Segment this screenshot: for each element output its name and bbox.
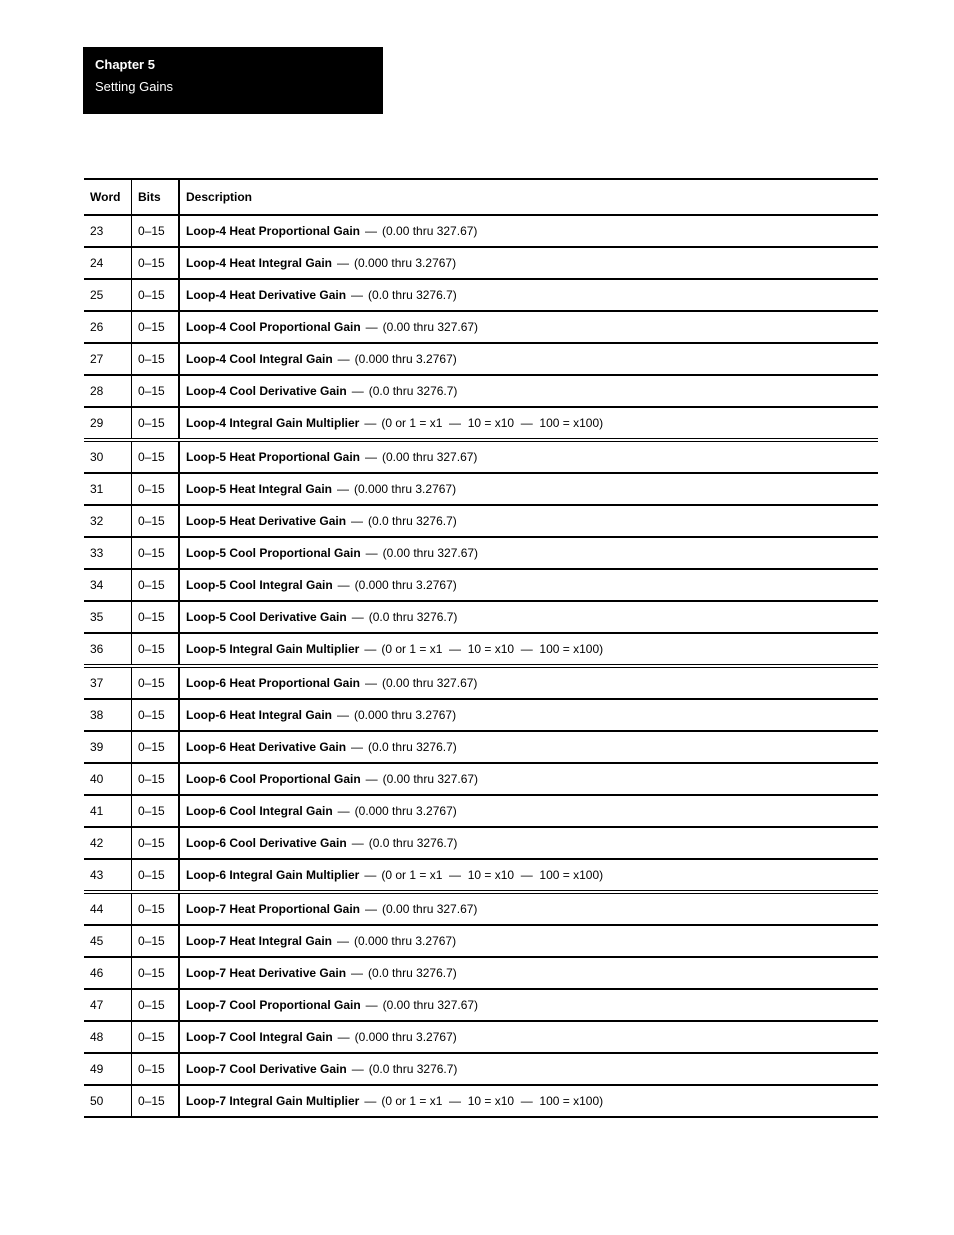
bits-cell: 0–15 — [132, 1085, 180, 1117]
parameter-name: Loop-6 Heat Derivative Gain — [186, 740, 347, 754]
bits-cell: 0–15 — [132, 731, 180, 763]
separator-dash: — — [351, 966, 364, 980]
separator-dash: — — [337, 1030, 350, 1044]
separator-dash: — — [364, 642, 377, 656]
table-row — [84, 343, 878, 375]
parameter-range: (0.00 thru 327.67) — [382, 772, 479, 786]
separator-dash: — — [351, 288, 364, 302]
table-header-row — [84, 179, 878, 215]
bits-cell: 0–15 — [132, 247, 180, 279]
parameter-name: Loop-5 Heat Integral Gain — [186, 482, 333, 496]
parameter-name: Loop-4 Heat Derivative Gain — [186, 288, 347, 302]
parameter-name: Loop-5 Integral Gain Multiplier — [186, 642, 360, 656]
parameter-range: (0.000 thru 3.2767) — [354, 1030, 457, 1044]
parameter-range: (0.00 thru 327.67) — [382, 320, 479, 334]
parameter-range: (0.000 thru 3.2767) — [354, 256, 457, 270]
bits-cell: 0–15 — [132, 1053, 180, 1085]
table-row — [84, 666, 878, 699]
parameter-name: Loop-7 Cool Integral Gain — [186, 1030, 333, 1044]
bits-cell: 0–15 — [132, 989, 180, 1021]
word-cell: 49 — [84, 1053, 132, 1085]
bits-cell: 0–15 — [132, 375, 180, 407]
description-cell — [179, 407, 878, 440]
parameter-range: (0.0 thru 3276.7) — [368, 610, 458, 624]
parameter-name: Loop-6 Integral Gain Multiplier — [186, 868, 360, 882]
word-cell: 45 — [84, 925, 132, 957]
separator-dash: — — [365, 450, 378, 464]
bits-cell: 0–15 — [132, 343, 180, 375]
parameter-range: (0.0 thru 3276.7) — [368, 966, 457, 980]
word-cell: 42 — [84, 827, 132, 859]
separator-dash: — — [351, 1062, 364, 1076]
description-cell — [179, 279, 878, 311]
description-cell — [179, 731, 878, 763]
description-cell — [179, 601, 878, 633]
parameter-range: (0.0 thru 3276.7) — [368, 514, 457, 528]
description-cell — [179, 505, 878, 537]
word-cell: 43 — [84, 859, 132, 892]
parameter-range: (0.000 thru 3.2767) — [354, 578, 457, 592]
separator-dash: — — [365, 546, 378, 560]
table-row — [84, 795, 878, 827]
table-row — [84, 763, 878, 795]
description-cell — [179, 859, 878, 892]
table-row — [84, 601, 878, 633]
parameter-range: (0.00 thru 327.67) — [382, 450, 478, 464]
table-row — [84, 1021, 878, 1053]
word-cell: 33 — [84, 537, 132, 569]
bits-cell: 0–15 — [132, 215, 180, 247]
bits-cell: 0–15 — [132, 892, 180, 925]
parameter-name: Loop-7 Heat Derivative Gain — [186, 966, 347, 980]
description-cell — [179, 1053, 878, 1085]
word-cell: 47 — [84, 989, 132, 1021]
table-row — [84, 537, 878, 569]
parameter-range: (0.00 thru 327.67) — [382, 902, 478, 916]
parameter-name: Loop-7 Cool Derivative Gain — [186, 1062, 347, 1076]
word-cell: 23 — [84, 215, 132, 247]
parameter-name: Loop-6 Cool Proportional Gain — [186, 772, 361, 786]
separator-dash: — — [364, 416, 377, 430]
bits-cell: 0–15 — [132, 666, 180, 699]
table-row — [84, 633, 878, 666]
parameter-range: (0.00 thru 327.67) — [382, 998, 479, 1012]
separator-dash: — — [364, 868, 377, 882]
parameter-range: (0.000 thru 3.2767) — [354, 804, 457, 818]
parameter-name: Loop-5 Cool Proportional Gain — [186, 546, 361, 560]
table-row — [84, 311, 878, 343]
separator-dash: — — [365, 902, 378, 916]
column-header-description: Description — [179, 179, 878, 215]
gains-table — [84, 178, 878, 1118]
separator-dash: — — [337, 256, 350, 270]
description-cell — [179, 473, 878, 505]
word-cell: 28 — [84, 375, 132, 407]
parameter-name: Loop-5 Heat Derivative Gain — [186, 514, 347, 528]
word-cell: 31 — [84, 473, 132, 505]
parameter-range: (0.0 thru 3276.7) — [368, 384, 458, 398]
separator-dash: — — [351, 384, 364, 398]
word-cell: 32 — [84, 505, 132, 537]
separator-dash: — — [365, 320, 378, 334]
parameter-name: Loop-5 Cool Derivative Gain — [186, 610, 347, 624]
separator-dash: — — [365, 224, 378, 238]
parameter-range: (0.0 thru 3276.7) — [368, 1062, 458, 1076]
bits-cell: 0–15 — [132, 957, 180, 989]
parameter-range: (0 or 1 = x1 — 10 = x10 — 100 = x100) — [381, 868, 604, 882]
description-cell — [179, 1085, 878, 1117]
bits-cell: 0–15 — [132, 795, 180, 827]
description-cell — [179, 989, 878, 1021]
word-cell: 41 — [84, 795, 132, 827]
description-cell — [179, 537, 878, 569]
separator-dash: — — [337, 352, 350, 366]
parameter-range: (0.00 thru 327.67) — [382, 224, 478, 238]
parameter-name: Loop-7 Integral Gain Multiplier — [186, 1094, 360, 1108]
parameter-name: Loop-7 Heat Integral Gain — [186, 934, 333, 948]
bits-cell: 0–15 — [132, 279, 180, 311]
table-row — [84, 892, 878, 925]
word-cell: 25 — [84, 279, 132, 311]
table-row — [84, 279, 878, 311]
bits-cell: 0–15 — [132, 1021, 180, 1053]
description-cell — [179, 763, 878, 795]
description-cell — [179, 343, 878, 375]
description-cell — [179, 215, 878, 247]
parameter-name: Loop-4 Cool Derivative Gain — [186, 384, 347, 398]
word-cell: 34 — [84, 569, 132, 601]
chapter-number: Chapter 5 — [95, 57, 155, 72]
table-row — [84, 247, 878, 279]
parameter-name: Loop-5 Cool Integral Gain — [186, 578, 333, 592]
description-cell — [179, 699, 878, 731]
table-row — [84, 375, 878, 407]
description-cell — [179, 440, 878, 473]
description-cell — [179, 795, 878, 827]
table-row — [84, 440, 878, 473]
parameter-name: Loop-4 Heat Proportional Gain — [186, 224, 361, 238]
word-cell: 38 — [84, 699, 132, 731]
table-row — [84, 859, 878, 892]
bits-cell: 0–15 — [132, 311, 180, 343]
parameter-name: Loop-6 Cool Derivative Gain — [186, 836, 347, 850]
bits-cell: 0–15 — [132, 633, 180, 666]
table-row — [84, 407, 878, 440]
description-cell — [179, 957, 878, 989]
word-cell: 30 — [84, 440, 132, 473]
table-row — [84, 989, 878, 1021]
description-cell — [179, 892, 878, 925]
separator-dash: — — [337, 482, 350, 496]
bits-cell: 0–15 — [132, 473, 180, 505]
bits-cell: 0–15 — [132, 827, 180, 859]
parameter-range: (0.0 thru 3276.7) — [368, 288, 457, 302]
parameter-range: (0 or 1 = x1 — 10 = x10 — 100 = x100) — [381, 416, 604, 430]
parameter-name: Loop-6 Cool Integral Gain — [186, 804, 333, 818]
parameter-name: Loop-7 Heat Proportional Gain — [186, 902, 361, 916]
column-header-bits: Bits — [132, 179, 180, 215]
description-cell — [179, 375, 878, 407]
parameter-range: (0.00 thru 327.67) — [382, 546, 479, 560]
table-row — [84, 925, 878, 957]
description-cell — [179, 247, 878, 279]
bits-cell: 0–15 — [132, 763, 180, 795]
parameter-name: Loop-6 Heat Integral Gain — [186, 708, 333, 722]
chapter-header — [83, 47, 383, 114]
bits-cell: 0–15 — [132, 859, 180, 892]
separator-dash: — — [351, 836, 364, 850]
table-row — [84, 731, 878, 763]
description-cell — [179, 311, 878, 343]
parameter-range: (0.0 thru 3276.7) — [368, 836, 458, 850]
table-row — [84, 473, 878, 505]
bits-cell: 0–15 — [132, 925, 180, 957]
table-row — [84, 1053, 878, 1085]
word-cell: 27 — [84, 343, 132, 375]
separator-dash: — — [337, 708, 350, 722]
table-row — [84, 569, 878, 601]
separator-dash: — — [351, 610, 364, 624]
separator-dash: — — [351, 740, 364, 754]
table-row — [84, 1085, 878, 1117]
word-cell: 48 — [84, 1021, 132, 1053]
description-cell — [179, 569, 878, 601]
description-cell — [179, 827, 878, 859]
parameter-name: Loop-4 Heat Integral Gain — [186, 256, 333, 270]
word-cell: 29 — [84, 407, 132, 440]
word-cell: 36 — [84, 633, 132, 666]
parameter-name: Loop-4 Cool Proportional Gain — [186, 320, 361, 334]
table-row — [84, 215, 878, 247]
parameter-range: (0 or 1 = x1 — 10 = x10 — 100 = x100) — [381, 1094, 604, 1108]
parameter-name: Loop-5 Heat Proportional Gain — [186, 450, 361, 464]
bits-cell: 0–15 — [132, 569, 180, 601]
chapter-title: Setting Gains — [95, 79, 174, 94]
parameter-range: (0.0 thru 3276.7) — [368, 740, 457, 754]
word-cell: 26 — [84, 311, 132, 343]
table-row — [84, 699, 878, 731]
parameter-range: (0.000 thru 3.2767) — [354, 482, 457, 496]
word-cell: 40 — [84, 763, 132, 795]
bits-cell: 0–15 — [132, 699, 180, 731]
table-row — [84, 957, 878, 989]
parameter-range: (0.00 thru 327.67) — [382, 676, 478, 690]
word-cell: 39 — [84, 731, 132, 763]
bits-cell: 0–15 — [132, 505, 180, 537]
separator-dash: — — [365, 998, 378, 1012]
description-cell — [179, 1021, 878, 1053]
table-row — [84, 505, 878, 537]
parameter-range: (0 or 1 = x1 — 10 = x10 — 100 = x100) — [381, 642, 604, 656]
description-cell — [179, 633, 878, 666]
parameter-name: Loop-6 Heat Proportional Gain — [186, 676, 361, 690]
word-cell: 35 — [84, 601, 132, 633]
separator-dash: — — [365, 772, 378, 786]
word-cell: 46 — [84, 957, 132, 989]
parameter-name: Loop-4 Integral Gain Multiplier — [186, 416, 360, 430]
separator-dash: — — [337, 934, 350, 948]
bits-cell: 0–15 — [132, 537, 180, 569]
word-cell: 44 — [84, 892, 132, 925]
separator-dash: — — [364, 1094, 377, 1108]
bits-cell: 0–15 — [132, 407, 180, 440]
parameter-range: (0.000 thru 3.2767) — [354, 352, 457, 366]
column-header-word: Word — [84, 179, 132, 215]
description-cell — [179, 925, 878, 957]
bits-cell: 0–15 — [132, 440, 180, 473]
word-cell: 24 — [84, 247, 132, 279]
parameter-name: Loop-4 Cool Integral Gain — [186, 352, 333, 366]
word-cell: 50 — [84, 1085, 132, 1117]
table-row — [84, 827, 878, 859]
parameter-range: (0.000 thru 3.2767) — [354, 934, 457, 948]
parameter-name: Loop-7 Cool Proportional Gain — [186, 998, 361, 1012]
bits-cell: 0–15 — [132, 601, 180, 633]
separator-dash: — — [365, 676, 378, 690]
separator-dash: — — [337, 804, 350, 818]
word-cell: 37 — [84, 666, 132, 699]
separator-dash: — — [337, 578, 350, 592]
description-cell — [179, 666, 878, 699]
parameter-range: (0.000 thru 3.2767) — [354, 708, 457, 722]
separator-dash: — — [351, 514, 364, 528]
